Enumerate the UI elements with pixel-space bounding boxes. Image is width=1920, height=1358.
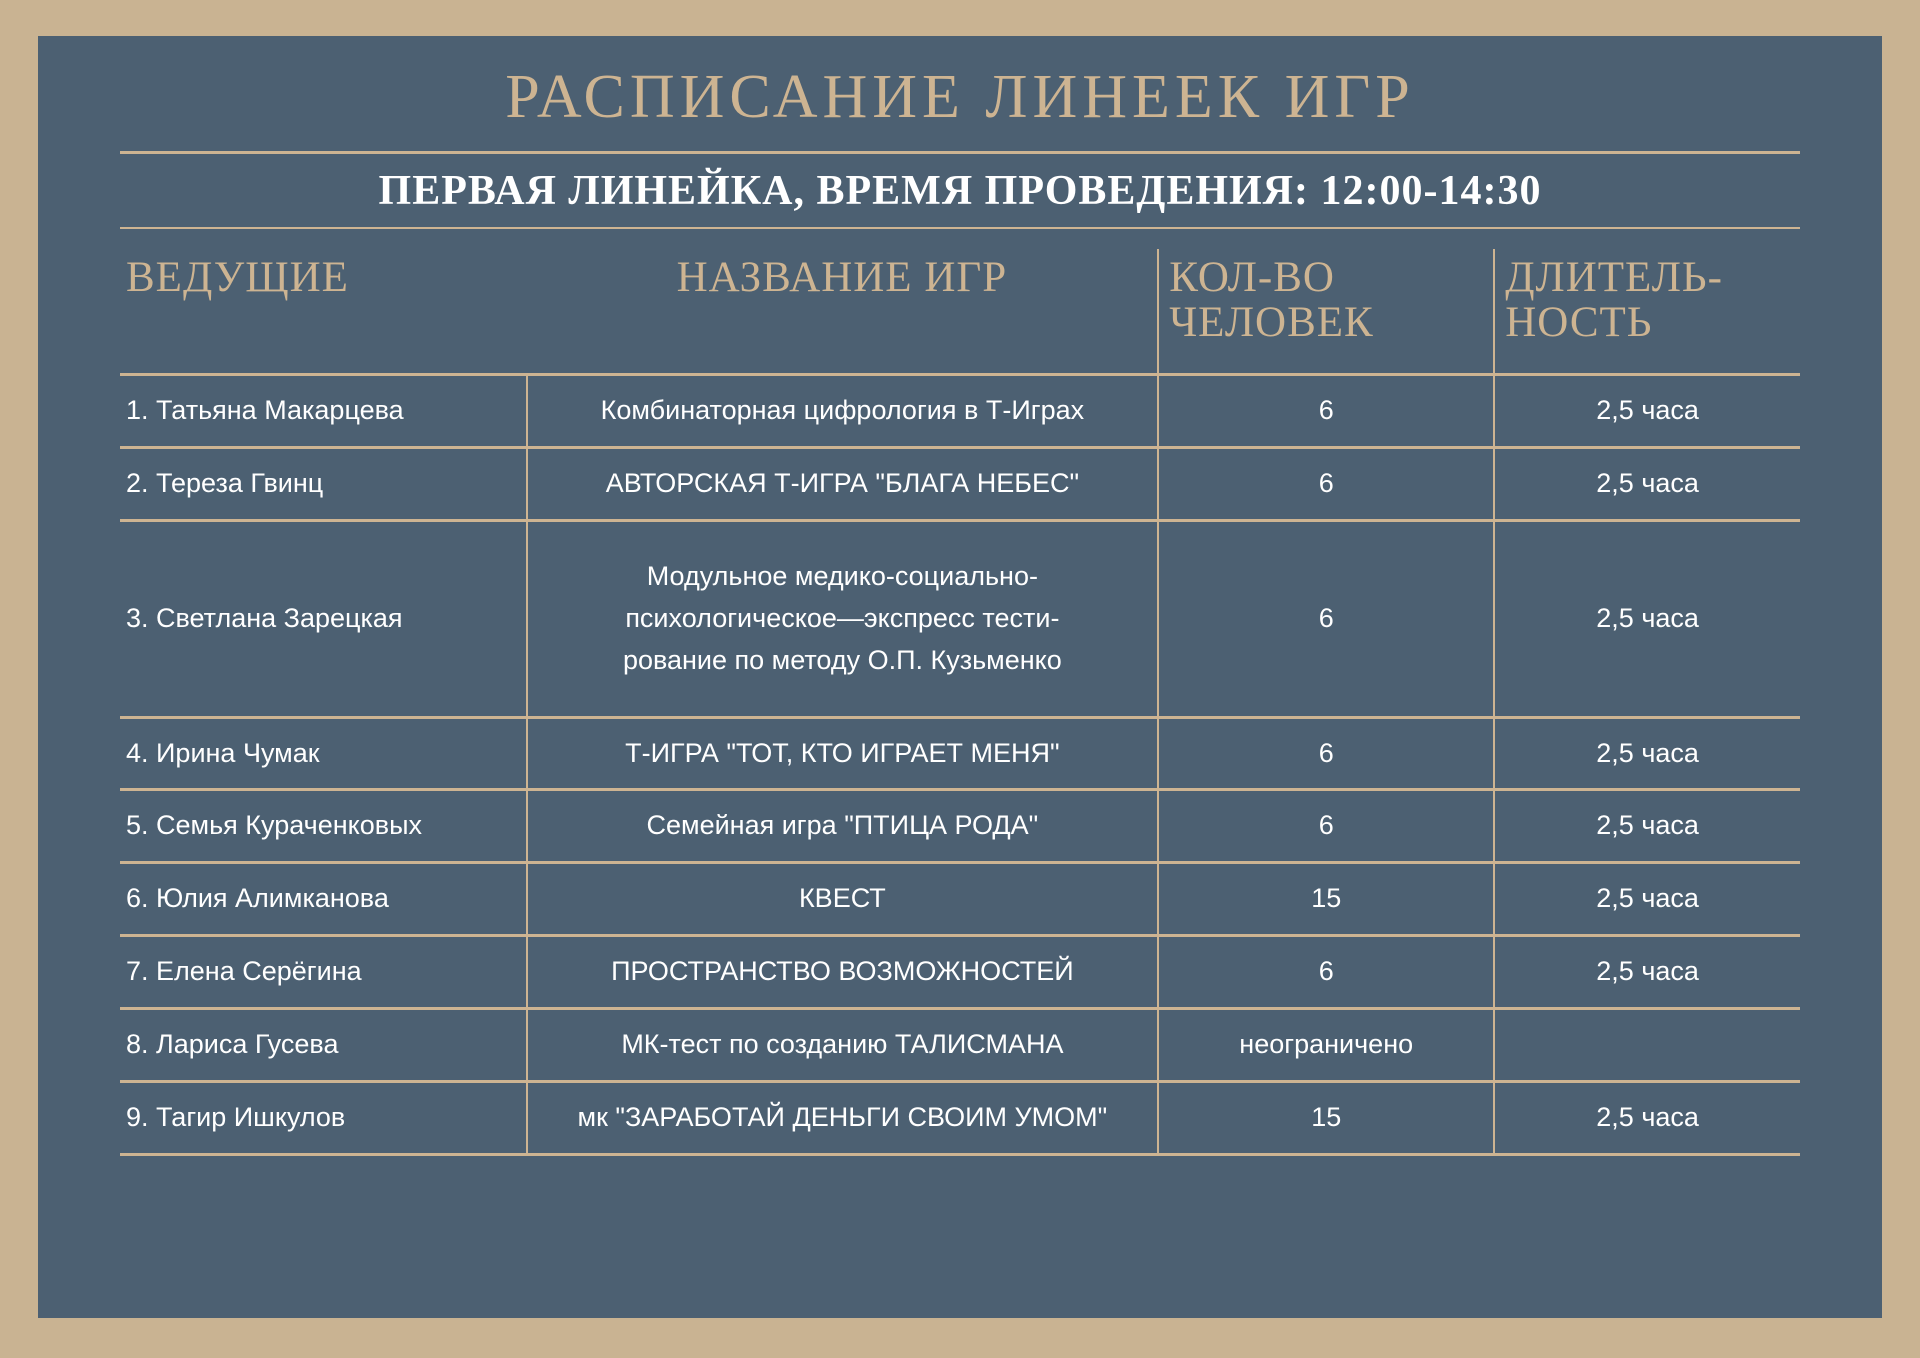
column-header-duration-line1: ДЛИТЕЛЬ- [1505, 254, 1723, 301]
cell-host: 1. Татьяна Макарцева [120, 375, 527, 448]
cell-game-title [527, 520, 1159, 717]
cell-game-title [527, 717, 1159, 790]
cell-host: 8. Лариса Гусева [120, 1008, 527, 1081]
table-row [120, 863, 1800, 936]
game-title-lines [536, 878, 1150, 920]
table-body [120, 375, 1800, 1154]
cell-game-title [527, 375, 1159, 448]
table-row [120, 375, 1800, 448]
cell-game-title [527, 1081, 1159, 1154]
cell-duration [1494, 1008, 1800, 1081]
game-title-line: Модульное медико-социально- [646, 560, 1038, 591]
game-title-line: КВЕСТ [798, 883, 886, 914]
subtitle: ПЕРВАЯ ЛИНЕЙКА, ВРЕМЯ ПРОВЕДЕНИЯ: 12:00-14:30 [378, 168, 1542, 214]
cell-host: 5. Семья Кураченковых [120, 790, 527, 863]
game-title-line: ПРОСТРАНСТВО ВОЗМОЖНОСТЕЙ [611, 956, 1074, 987]
page-title: РАСПИСАНИЕ ЛИНЕЕК ИГР [505, 63, 1415, 131]
table-row [120, 1081, 1800, 1154]
table-row [120, 520, 1800, 717]
column-header-quantity-line2: ЧЕЛОВЕК [1169, 299, 1374, 347]
table-row [120, 790, 1800, 863]
cell-host: 2. Тереза Гвинц [120, 448, 527, 521]
cell-duration: 2,5 часа [1494, 1081, 1800, 1154]
poster-board [38, 36, 1882, 1318]
cell-quantity: 6 [1158, 790, 1494, 863]
cell-host: 9. Тагир Ишкулов [120, 1081, 527, 1154]
cell-game-title [527, 448, 1159, 521]
cell-quantity: 15 [1158, 1081, 1494, 1154]
game-title-line: Комбинаторная цифрология в Т-Играх [600, 395, 1085, 426]
cell-game-title [527, 1008, 1159, 1081]
cell-quantity: 6 [1158, 717, 1494, 790]
column-header-duration-line2: НОСТЬ [1505, 299, 1653, 347]
divider-bottom [120, 227, 1800, 229]
game-title-line: рование по методу О.П. Кузьменко [622, 644, 1062, 675]
cell-host: 3. Светлана Зарецкая [120, 520, 527, 717]
column-header-quantity-line1: КОЛ-ВО [1169, 254, 1335, 301]
game-title-line: мк "ЗАРАБОТАЙ ДЕНЬГИ СВОИМ УМОМ" [577, 1101, 1108, 1132]
cell-host: 4. Ирина Чумак [120, 717, 527, 790]
cell-duration: 2,5 часа [1494, 448, 1800, 521]
game-title-lines [536, 951, 1150, 993]
column-header-games: НАЗВАНИЕ ИГР [676, 254, 1008, 301]
column-header-quantity [1158, 249, 1494, 375]
cell-quantity: 6 [1158, 520, 1494, 717]
game-title-lines [536, 805, 1150, 847]
game-title-line: АВТОРСКАЯ Т-ИГРА "БЛАГА НЕБЕС" [605, 468, 1080, 499]
cell-quantity: 6 [1158, 448, 1494, 521]
cell-duration: 2,5 часа [1494, 863, 1800, 936]
game-title-line: психологическое—экспресс тести- [625, 602, 1060, 633]
table-row [120, 1008, 1800, 1081]
cell-duration: 2,5 часа [1494, 790, 1800, 863]
column-header-duration [1494, 249, 1800, 375]
table-row [120, 448, 1800, 521]
cell-host: 7. Елена Серёгина [120, 936, 527, 1009]
cell-quantity: 15 [1158, 863, 1494, 936]
game-title-lines [536, 733, 1150, 775]
game-title-lines [536, 1024, 1150, 1066]
cell-duration: 2,5 часа [1494, 520, 1800, 717]
cell-host: 6. Юлия Алимканова [120, 863, 527, 936]
schedule-table [120, 249, 1800, 1156]
cell-game-title [527, 863, 1159, 936]
game-title-line: Т-ИГРА "ТОТ, КТО ИГРАЕТ МЕНЯ" [625, 737, 1060, 768]
cell-quantity: 6 [1158, 375, 1494, 448]
cell-game-title [527, 790, 1159, 863]
game-title-lines [536, 1097, 1150, 1139]
game-title-lines [536, 556, 1150, 682]
cell-quantity: 6 [1158, 936, 1494, 1009]
table-header-row [120, 249, 1800, 375]
game-title-lines [536, 463, 1150, 505]
table-row [120, 717, 1800, 790]
column-header-hosts: ВЕДУЩИЕ [126, 254, 349, 301]
cell-game-title [527, 936, 1159, 1009]
game-title-line: МК-тест по созданию ТАЛИСМАНА [621, 1028, 1064, 1059]
table-row [120, 936, 1800, 1009]
game-title-line: Семейная игра "ПТИЦА РОДА" [646, 810, 1039, 841]
game-title-lines [536, 390, 1150, 432]
cell-quantity: неограничено [1158, 1008, 1494, 1081]
cell-duration: 2,5 часа [1494, 717, 1800, 790]
table-header [120, 249, 1800, 375]
cell-duration: 2,5 часа [1494, 936, 1800, 1009]
cell-duration: 2,5 часа [1494, 375, 1800, 448]
